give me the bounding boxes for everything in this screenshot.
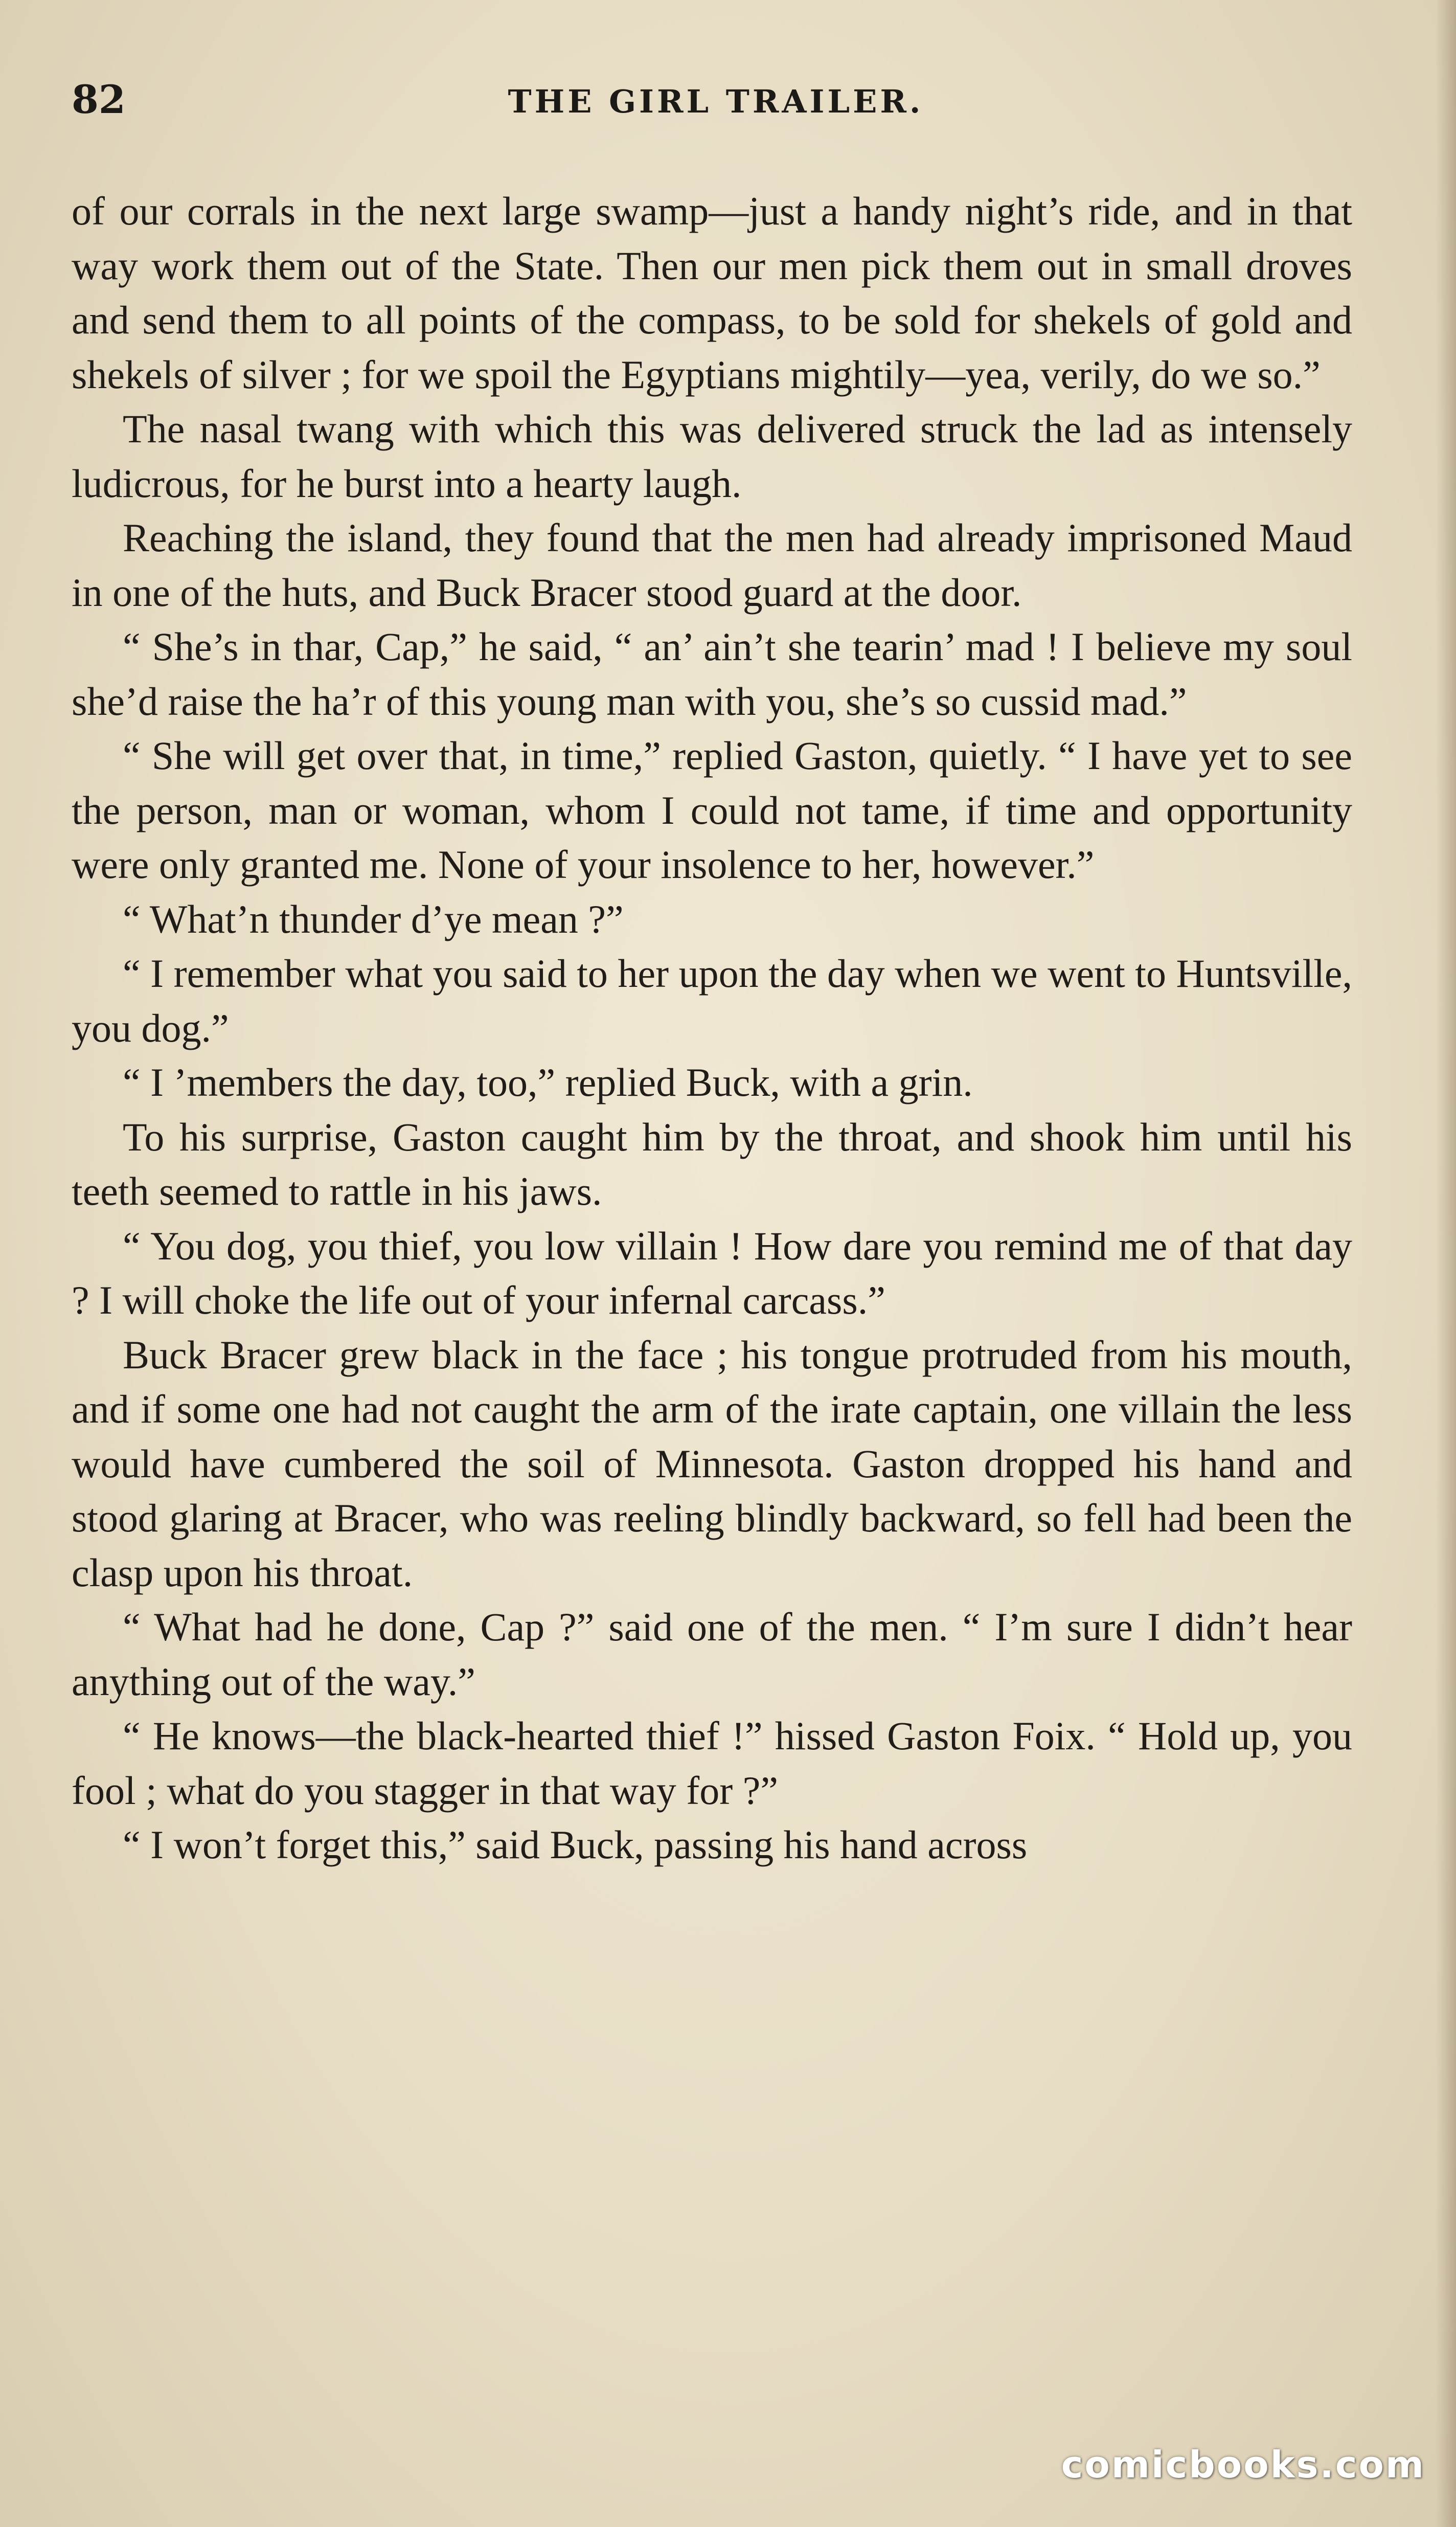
page-edge-shadow — [1436, 0, 1456, 2527]
page-header — [72, 77, 1360, 133]
paragraph: “ He knows—the black-hearted thief !” hissed Gaston Foix. “ Hold up, you fool ; what do you stagger in that way for ?” — [72, 1713, 1352, 1813]
body-text — [72, 184, 1352, 1872]
paragraph: of our corrals in the next large swamp—just a handy night’s ride, and in that way work them out of the State. Then our men pick them out in small droves and send them to all points of the compass, to be sold for shekels of gold and shekels of silver ; for we spoil the Egyptians mightily—yea, verily, do we so.” — [72, 189, 1352, 397]
paragraph: “ I remember what you said to her upon the day when we went to Huntsville, you dog.” — [72, 951, 1352, 1050]
paragraph: “ I won’t forget this,” said Buck, passing his hand across — [123, 1822, 1028, 1867]
watermark: comicbooks.com — [1061, 2443, 1425, 2486]
paragraph: “ What had he done, Cap ?” said one of the men. “ I’m sure I didn’t hear anything out of the way.” — [72, 1605, 1352, 1704]
page-number: 82 — [72, 77, 126, 122]
paragraph: “ She’s in thar, Cap,” he said, “ an’ ain’t she tearin’ mad ! I believe my soul she’d raise the ha’r of this young man with you, she’s so cussid mad.” — [72, 624, 1352, 724]
paragraph: Buck Bracer grew black in the face ; his tongue protruded from his mouth, and if some one had not caught the arm of the irate captain, one villain the less would have cumbered the soil of Minnesota. Gaston dropped his hand and stood glaring at Bracer, who was reeling blindly backward, so fell had been the clasp upon his throat. — [72, 1332, 1352, 1595]
paragraph: The nasal twang with which this was delivered struck the lad as intensely ludicrous, for he burst into a hearty laugh. — [72, 407, 1352, 506]
paragraph: Reaching the island, they found that the men had already imprisoned Maud in one of the huts, and Buck Bracer stood guard at the door. — [72, 515, 1352, 615]
running-head: THE GIRL TRAILER. — [508, 83, 924, 120]
paragraph: “ She will get over that, in time,” replied Gaston, quietly. “ I have yet to see the person, man or woman, whom I could not tame, if time and opportunity were only granted me. None of your insolence to her, however.” — [72, 733, 1352, 887]
paragraph: “ I ’members the day, too,” replied Buck, with a grin. — [123, 1060, 973, 1104]
paragraph: To his surprise, Gaston caught him by the throat, and shook him until his teeth seemed to rattle in his jaws. — [72, 1114, 1352, 1213]
paragraph: “ What’n thunder d’ye mean ?” — [123, 896, 624, 941]
paragraph: “ You dog, you thief, you low villain ! How dare you remind me of that day ? I will choke the life out of your infernal carcass.” — [72, 1223, 1352, 1322]
